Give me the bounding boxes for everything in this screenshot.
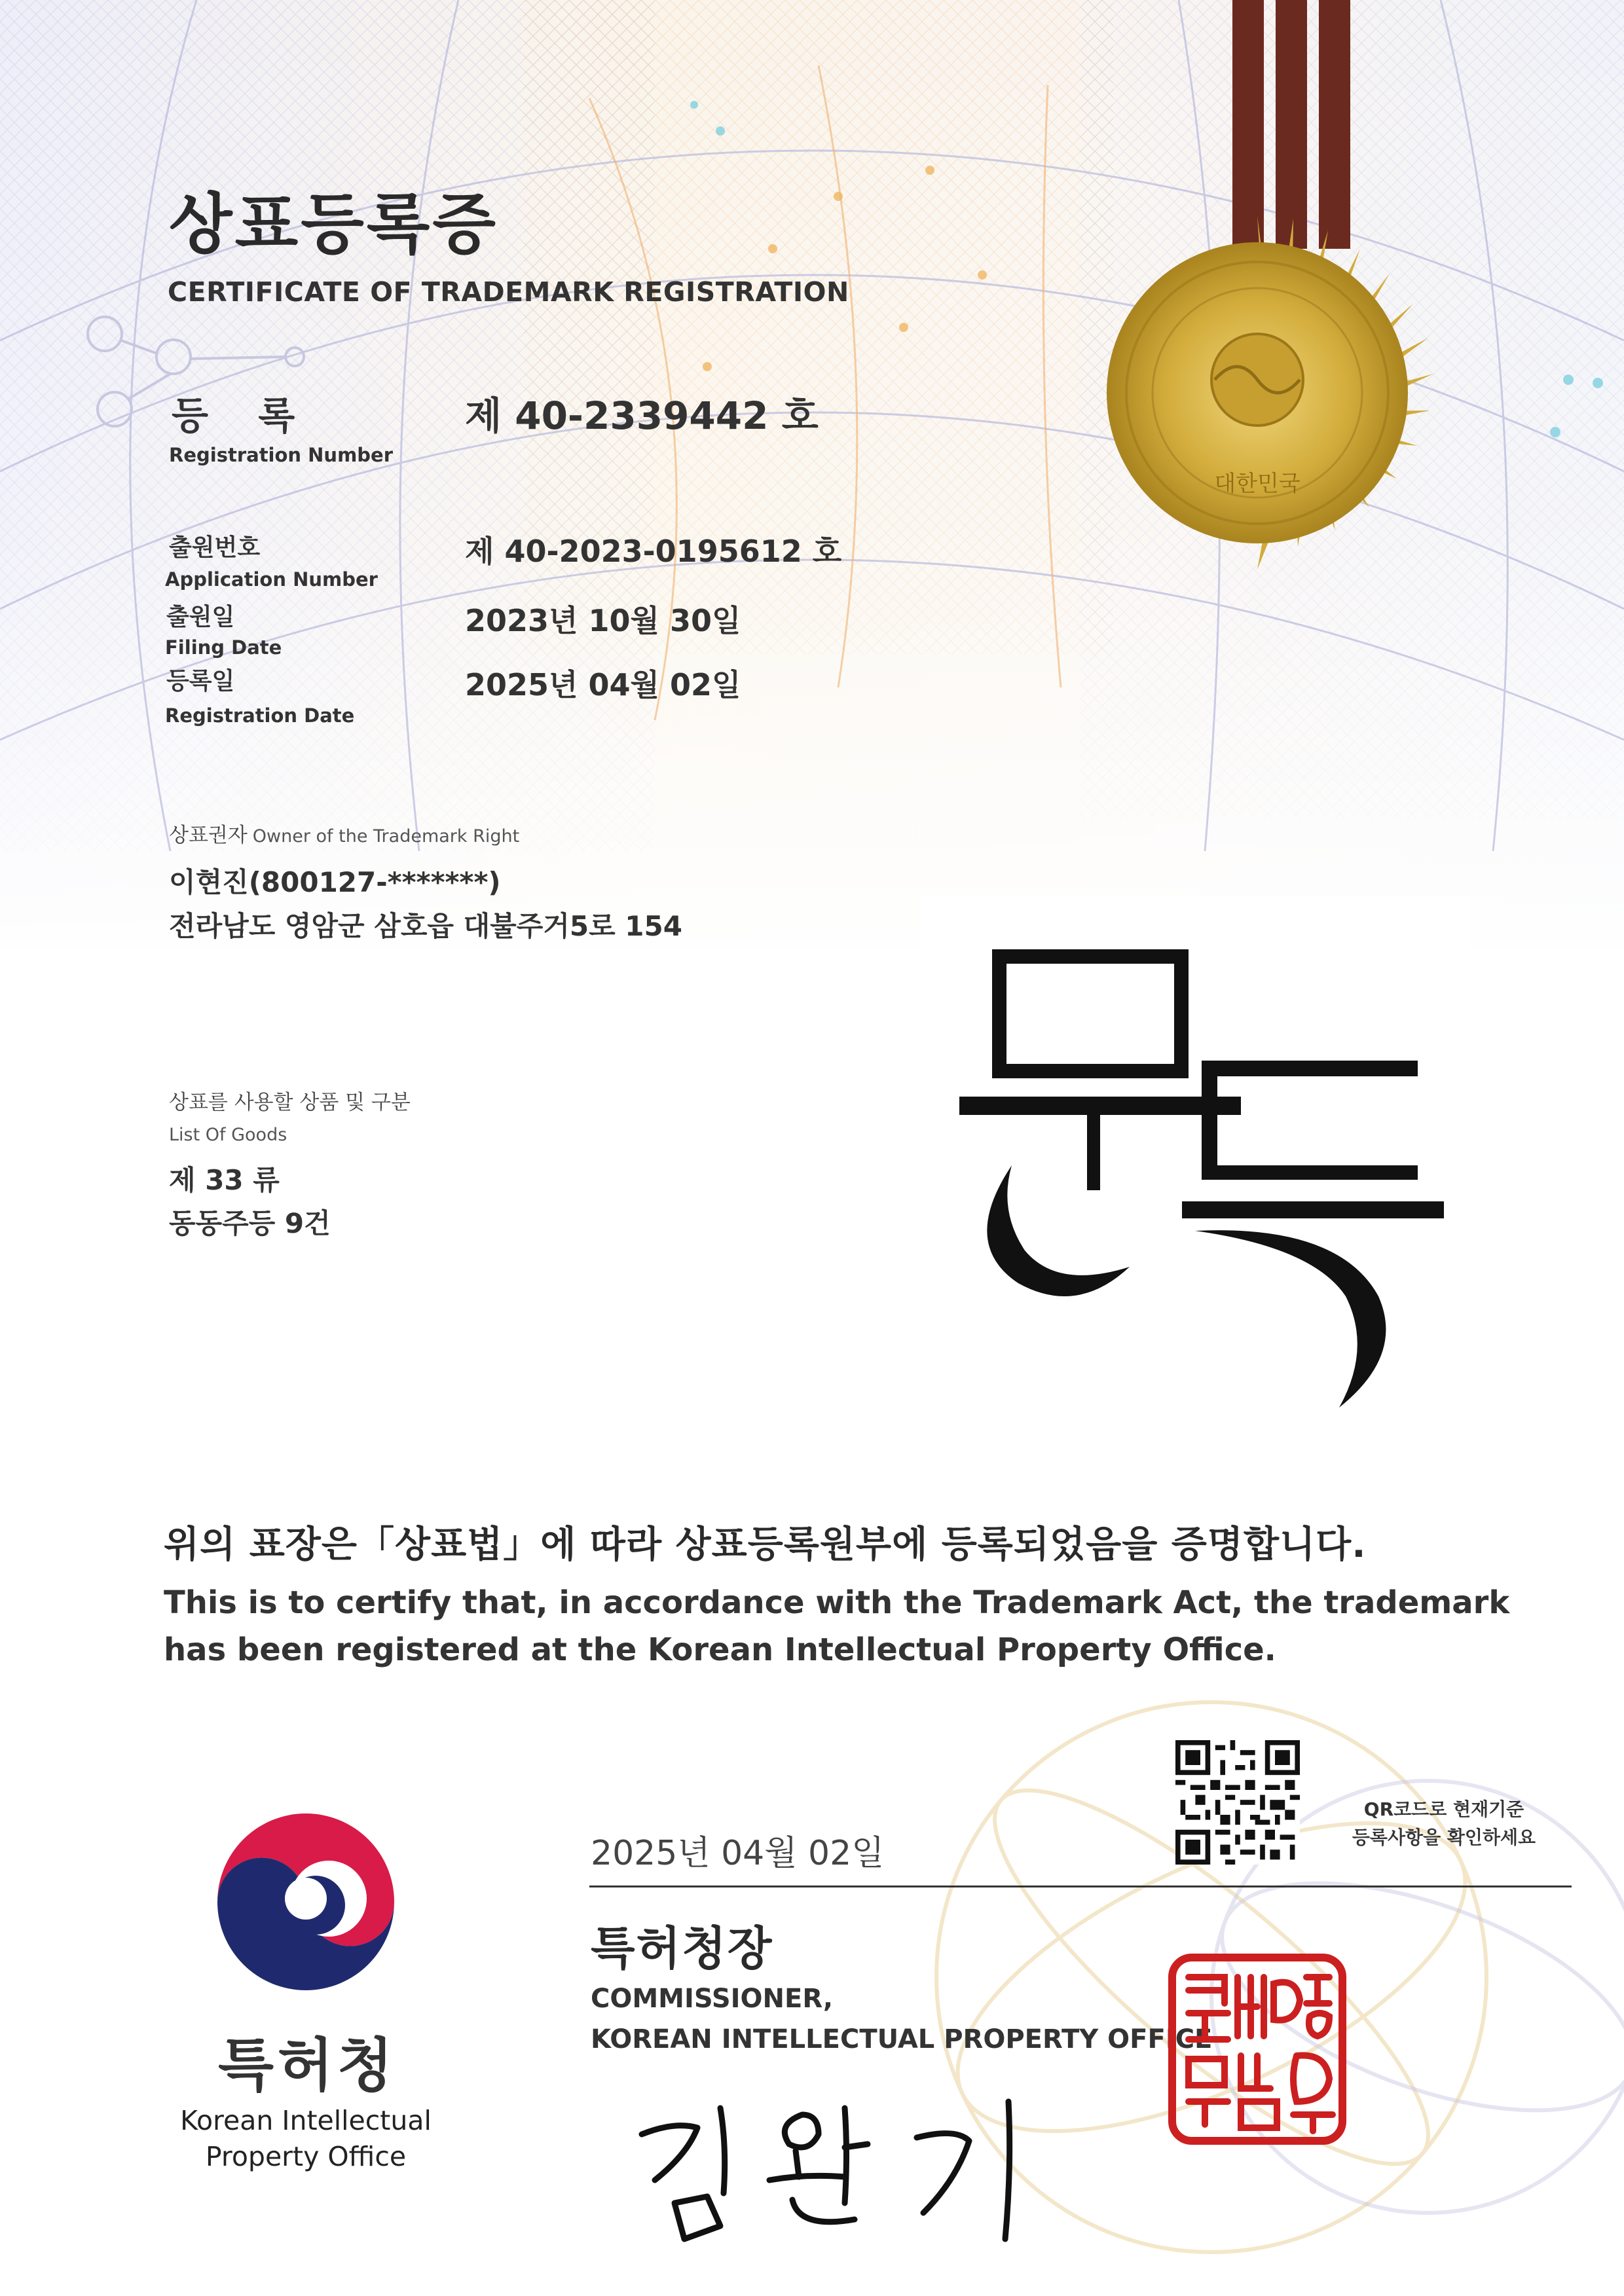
goods-class: 제 33 류 xyxy=(169,1164,280,1196)
registration-date-label-en: Registration Date xyxy=(165,704,355,727)
filing-date: 2023년 10월 30일 xyxy=(465,603,741,638)
owner-label-en: Owner of the Trademark Right xyxy=(252,826,520,847)
filing-label-en: Filing Date xyxy=(165,636,282,659)
kipo-name-en-line1: Korean Intellectual xyxy=(180,2105,432,2136)
owner-label xyxy=(169,818,519,848)
certification-statement-en-line2: has been registered at the Korean Intellectual Property Office. xyxy=(164,1631,1276,1668)
goods-items: 동동주등 9건 xyxy=(169,1207,331,1239)
issue-date: 2025년 04월 02일 xyxy=(591,1834,885,1873)
owner-name: 이현진(800127-*******) xyxy=(169,866,501,898)
signature-line xyxy=(589,1886,1572,1887)
filing-label-ko: 출원일 xyxy=(166,604,235,630)
registration-label-en: Registration Number xyxy=(169,444,394,466)
registration-number: 제 40-2339442 호 xyxy=(465,393,819,438)
registration-date-label-ko: 등록일 xyxy=(166,668,235,695)
ribbon-decoration xyxy=(1226,0,1357,249)
qr-note-line2: 등록사항을 확인하세요 xyxy=(1352,1827,1536,1848)
commissioner-title-en-line2: KOREAN INTELLECTUAL PROPERTY OFFICE xyxy=(591,2024,1213,2054)
owner-label-ko: 상표권자 xyxy=(169,824,248,847)
commissioner-title-en-line1: COMMISSIONER, xyxy=(591,1984,834,2014)
owner-address: 전라남도 영암군 삼호읍 대불주거5로 154 xyxy=(169,910,682,942)
seal-text: 대한민국 xyxy=(1214,471,1301,497)
registration-date: 2025년 04월 02일 xyxy=(465,667,741,702)
commissioner-signature xyxy=(629,2088,1035,2246)
gold-seal xyxy=(1080,216,1434,570)
registration-label-ko: 등 록 xyxy=(172,393,314,438)
certification-statement-ko: 위의 표장은「상표법」에 따라 상표등록원부에 등록되었음을 증명합니다. xyxy=(164,1523,1367,1566)
kipo-name-en-line2: Property Office xyxy=(205,2141,407,2172)
official-red-seal xyxy=(1166,1951,1349,2147)
application-label-ko: 출원번호 xyxy=(169,534,261,561)
certification-statement-en-line1: This is to certify that, in accordance with the Trademark Act, the trademark xyxy=(164,1584,1510,1621)
qr-code[interactable] xyxy=(1175,1740,1300,1865)
commissioner-title-ko: 특허청장 xyxy=(591,1922,773,1975)
goods-label-ko: 상표를 사용할 상품 및 구분 xyxy=(169,1091,411,1114)
kipo-name-ko: 특허청 xyxy=(218,2032,397,2099)
goods-label-en: List Of Goods xyxy=(169,1125,287,1145)
application-number: 제 40-2023-0195612 호 xyxy=(465,534,842,569)
certificate-title-en: CERTIFICATE OF TRADEMARK REGISTRATION xyxy=(168,276,849,308)
application-label-en: Application Number xyxy=(165,568,378,591)
trademark-image xyxy=(920,897,1470,1437)
trademark-mark xyxy=(920,897,1470,1437)
kipo-logo-icon xyxy=(211,1807,401,1997)
qr-note-line1: QR코드로 현재기준 xyxy=(1363,1798,1524,1820)
certificate-title-ko: 상표등록증 xyxy=(169,186,498,263)
